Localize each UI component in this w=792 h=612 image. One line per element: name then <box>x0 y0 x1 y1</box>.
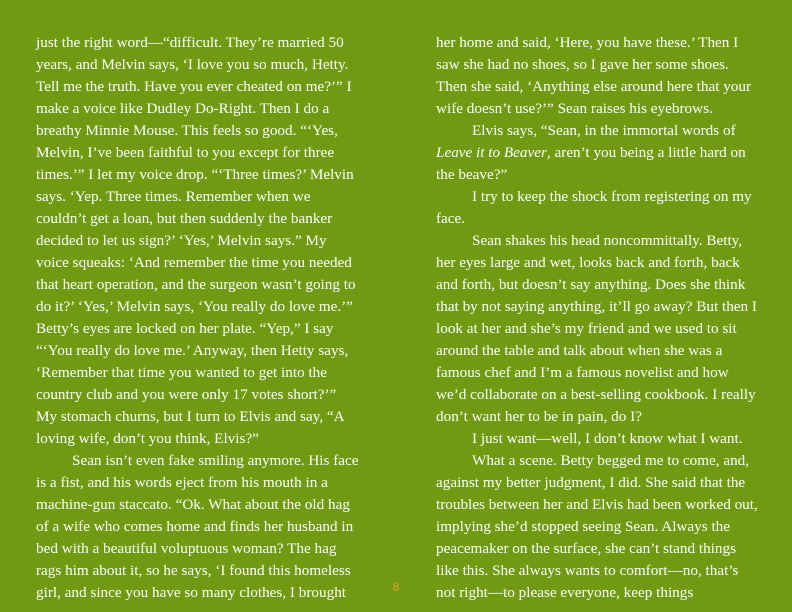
paragraph: I just want—well, I don’t know what I want. <box>472 430 743 447</box>
paragraph: I try to keep the shock from registering on my face. <box>436 188 752 227</box>
paragraph-text: Elvis says, “Sean, in the immortal words of <box>472 122 736 139</box>
paragraph: Sean isn’t even fake smiling anymore. His face is a fist, and his words eject from his mouth in a machine-gun staccato. “Ok. What about the old hag of a wife who comes home and finds her husband in bed with a beautiful voluptuous woman? The hag rags him about it, so he says, ‘I found this homeless girl, and since you have so many clothes, I brought <box>36 452 359 601</box>
paragraph: What a scene. Betty begged me to come, and, against my better judgment, I did. She said that the troubles between her and Elvis had been worked out, implying she’d stopped seeing Sean. Always the peacemaker on the surface, she can’t stand things like this. She always wants to comfort—no, that’s not right—to please everyone, keep things <box>436 452 758 601</box>
left-text-column <box>36 32 360 604</box>
paragraph: Sean shakes his head noncommittally. Betty, her eyes large and wet, looks back and forth, back and forth, but doesn’t say anything. Does she think that by not saying anything, it’ll go away? But then I look at her and she’s my friend and we used to sit around the table and talk about when she was a famous chef and I’m a famous novelist and how we’d collaborate on a best-selling cookbook. I really don’t want her to be in pain, do I? <box>436 232 757 425</box>
book-title: Leave it to Beaver <box>436 144 547 161</box>
paragraph-text: , aren’t you being a little hard on the beave?” <box>436 144 746 183</box>
paragraph: her home and said, ‘Here, you have these.’ Then I saw she had no shoes, so I gave her some shoes. Then she said, ‘Anything else around here that your wife doesn’t use?’” Sean raises his eyebrows. <box>436 34 752 117</box>
right-text-column <box>436 32 758 604</box>
paragraph <box>436 120 758 186</box>
page-number: 8 <box>392 579 400 594</box>
paragraph: just the right word—“difficult. They’re married 50 years, and Melvin says, ‘I love you so much, Hetty. Tell me the truth. Have you ever cheated on me?’” I make a voice like Dudley Do-Right. Then I do a breathy Minnie Mouse. This feels so good. “‘Yes, Melvin, I’ve been faithful to you except for three times.’” I let my voice drop. “‘Three times?’ Melvin says. ‘Yep. Three times. Remember when we couldn’t get a loan, but then suddenly the banker decided to let us sign?’ ‘Yes,’ Melvin says.” My voice squeaks: ‘And remember the time you needed that heart operation, and the surgeon wasn’t going to do it?’ ‘Yes,’ Melvin says, ‘You really do love me.’” Betty’s eyes are locked on her plate. “Yep,” I say “‘You really do love me.’ Anyway, then Hetty says, ‘Remember that time you wanted to get into the country club and you were only 17 votes short?’” My stomach churns, but I turn to Elvis and say, “A loving wife, don’t you think, Elvis?” <box>36 34 356 447</box>
